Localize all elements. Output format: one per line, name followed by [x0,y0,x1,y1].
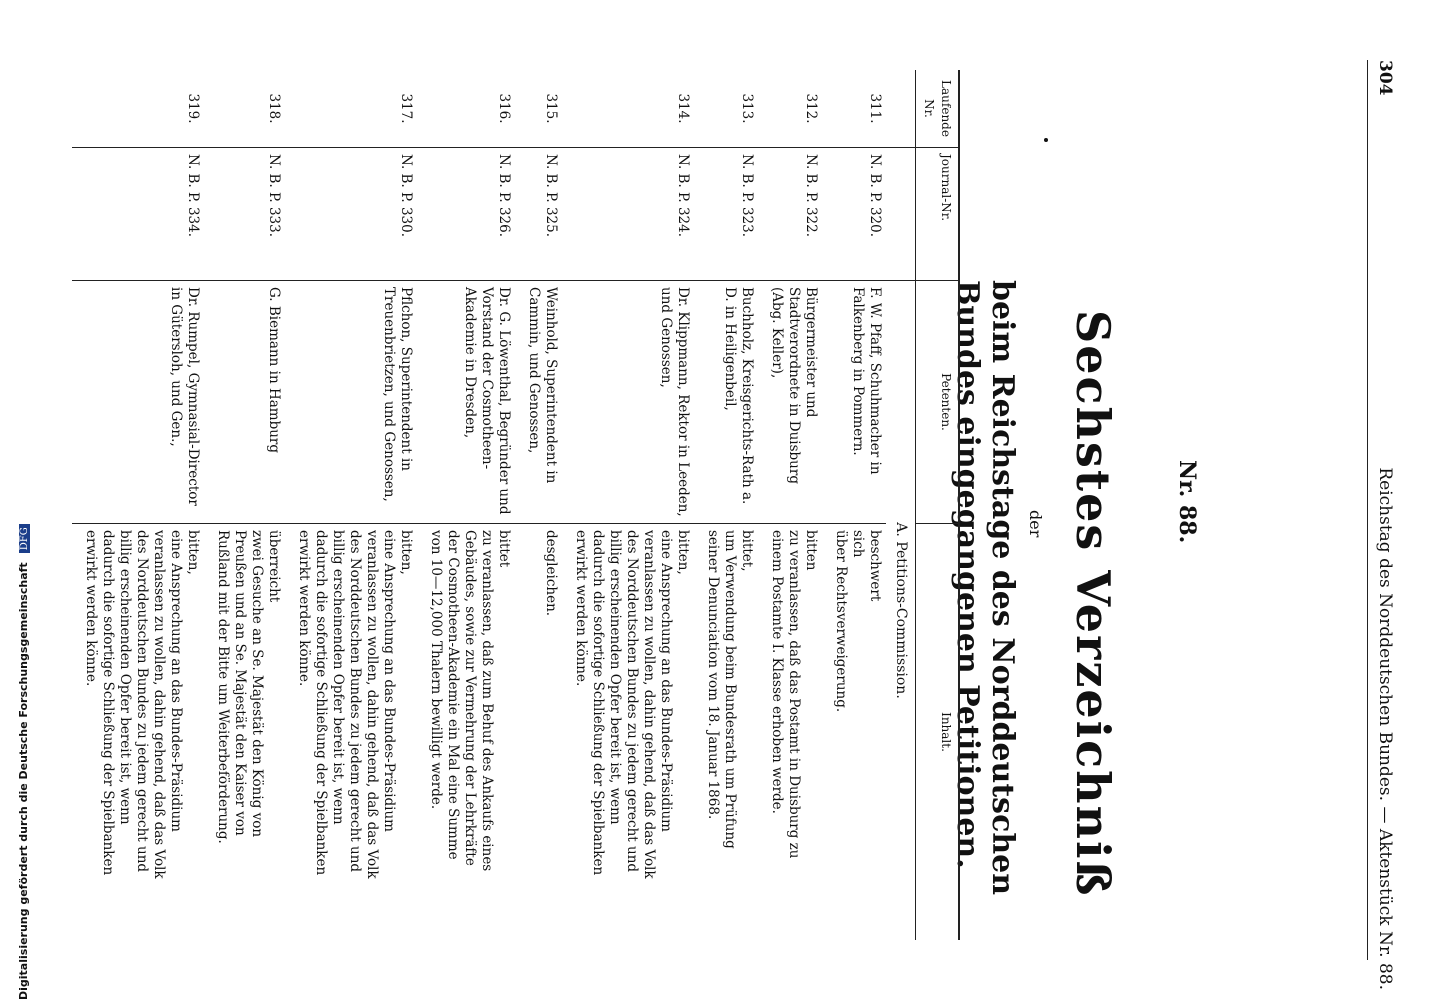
row-jnr: N. B. P. 325. [515,148,562,281]
row-text: eine Ansprechung an das Bundes-Präsidium veranlassen zu wollen, dahin gehend, daß das Volk des Norddeutschen Bundes zu jedem gerecht und billig erscheinenden Opfer bereit ist, wenn dadurch die sofortige Schließung der Spielbanken erwirkt werden könne. [573,530,674,879]
row-verb: bittet, [739,530,755,572]
row-verb: desgleichen. [543,530,559,617]
speck-mark [1044,138,1048,142]
row-verb: bitten, [675,530,691,575]
page-number: 304 [1375,60,1395,96]
row-inhalt [758,524,822,941]
header-petent: Petenten. [916,281,960,524]
row-verb: bitten, [398,530,414,575]
row-petent: Buchholz, Kreisgerichts-Rath a. D. in Heiligenbeil, [694,281,758,524]
row-lfd: 316. [417,70,515,148]
row-text: zu veranlassen, daß zum Behuf des Ankaufs eines Gebäudes, sowie zur Vermehrung der Lehrkräfte der Cosmotheen-Akademie ein Mal eine Summe von 10—12,000 Thalern bewilligt werde. [428,530,495,872]
header-jnr: Journal-Nr. [916,148,960,281]
row-petent: Weinhold, Superintendent in Cammin, und Genossen, [515,281,562,524]
table-row [758,70,822,940]
table-row [72,70,204,940]
row-lfd: 319. [72,70,204,148]
dfg-credit: Digitalisierung gefördert durch die Deutsche Forschungsgemeinschaft [17,562,30,1000]
row-jnr: N. B. P. 324. [562,148,694,281]
document-body [83,40,1400,990]
row-lfd: 313. [694,70,758,148]
row-lfd: 315. [515,70,562,148]
row-petent: Dr. G. Löwenthal, Begründer und Vorstand der Cosmotheen-Akademie in Dresden, [417,281,515,524]
row-petent: Pflchon, Superintendent in Treuenbrietzen, und Genossen, [285,281,417,524]
row-jnr: N. B. P. 323. [694,148,758,281]
table-row [822,70,886,940]
row-inhalt [417,524,515,941]
table-row [204,70,285,940]
row-jnr: N. B. P. 334. [72,148,204,281]
table-row [694,70,758,940]
row-petent: G. Biemann in Hamburg [204,281,285,524]
row-lfd: 317. [285,70,417,148]
row-jnr: N. B. P. 333. [204,148,285,281]
document-title: Sechstes Verzeichniß [1066,310,1120,898]
document-number: Nr. 88. [1174,460,1200,544]
running-header [1370,60,1400,990]
running-title: Reichstag des Norddeutschen Bundes. — Aktenstück Nr. 88. [1375,467,1395,990]
document-der: der [1026,510,1045,538]
row-verb: bitten [803,530,819,571]
row-inhalt [72,524,204,941]
table-row [515,70,562,940]
row-inhalt [515,524,562,941]
row-inhalt [822,524,886,941]
table-row [562,70,694,940]
row-jnr: N. B. P. 326. [417,148,515,281]
dfg-logo: DFG [19,524,30,553]
section-row [886,70,916,940]
row-petent: Bürgermeister und Stadtverordnete in Duisburg (Abg. Keller), [758,281,822,524]
table-row [417,70,515,940]
dfg-sidebar [12,0,28,1000]
petitions-table [72,70,960,940]
header-inhalt: Inhalt. [916,524,960,941]
row-text: über Rechtsverweigerung. [833,530,849,713]
row-inhalt [562,524,694,941]
row-lfd: 312. [758,70,822,148]
row-verb: beschwert sich [850,530,883,602]
row-verb: bittet [496,530,512,568]
header-rule [1367,60,1368,960]
row-inhalt [694,524,758,941]
section-title: A. Petitions-Commission. [893,522,909,699]
row-petent: Dr. Klippmann, Rektor in Leeden, und Genossen, [562,281,694,524]
header-lfd: Laufende Nr. [916,70,960,148]
row-text: zwei Gesuche an Se. Majestät den König von Preußen und an Se. Majestät den Kaiser von Rußland mit der Bitte um Weiterbeförderung. [215,530,265,844]
row-verb: überreicht [266,530,282,603]
row-jnr: N. B. P. 330. [285,148,417,281]
row-text: eine Ansprechung an das Bundes-Präsidium veranlassen zu wollen, dahin gehend, daß das Volk des Norddeutschen Bundes zu jedem gerecht und billig erscheinenden Opfer bereit ist, wenn dadurch die sofortige Schließung der Spielbanken erwirkt werden könne. [83,530,184,879]
row-lfd: 311. [822,70,886,148]
table-row [285,70,417,940]
row-inhalt [204,524,285,941]
table-header-row [916,70,960,940]
document-subtitle: beim Reichstage des Norddeutschen Bundes eingegangenen Petitionen. [950,280,1020,896]
row-inhalt [285,524,417,941]
row-text: eine Ansprechung an das Bundes-Präsidium veranlassen zu wollen, dahin gehend, daß das Volk des Norddeutschen Bundes zu jedem gerecht und billig erscheinenden Opfer bereit ist, wenn dadurch die sofortige Schließung der Spielbanken erwirkt werden könne. [296,530,397,879]
row-jnr: N. B. P. 322. [758,148,822,281]
row-jnr: N. B. P. 320. [822,148,886,281]
row-petent: Dr. Rumpel, Gymnasial-Director in Gütersloh, und Gen., [72,281,204,524]
row-lfd: 314. [562,70,694,148]
row-text: um Verwendung beim Bundesrath um Prüfung seiner Denunciation vom 18. Januar 1868. [705,530,738,849]
row-verb: bitten, [185,530,201,575]
row-lfd: 318. [204,70,285,148]
row-petent: F. W. Pfaff, Schuhmacher in Falkenberg in Pommern. [822,281,886,524]
row-text: zu veranlassen, daß das Postamt in Duisburg zu einem Postamte I. Klasse erhoben werde. [769,530,802,859]
